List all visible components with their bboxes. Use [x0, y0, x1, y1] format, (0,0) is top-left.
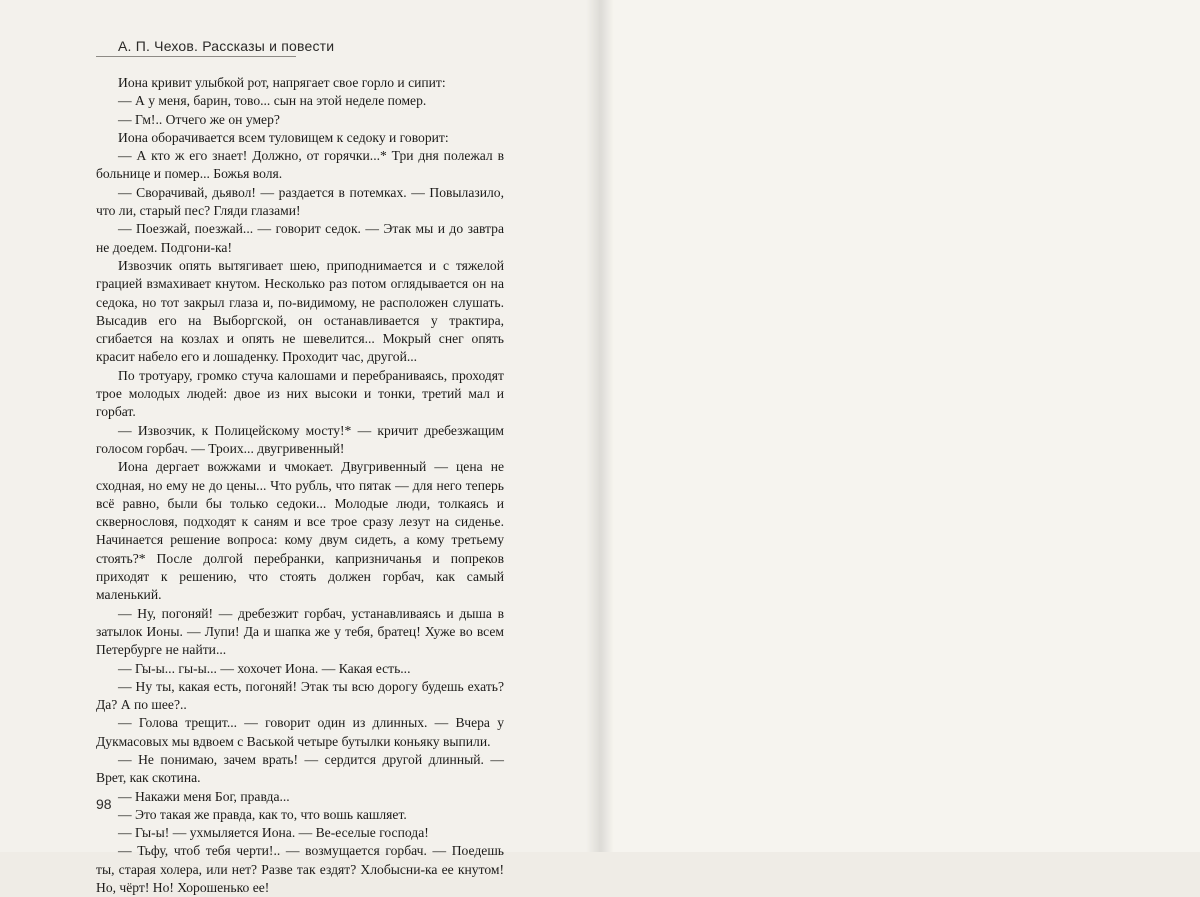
- paragraph: — Сворачивай, дьявол! — раздается в потемках. — Повылазило, что ли, старый пес? Гляди глазами!: [96, 184, 504, 219]
- paragraph: — Голова трещит... — говорит один из длинных. — Вчера у Дукмасовых мы вдвоем с Васькой четыре бутылки коньяку выпили.: [96, 715, 504, 749]
- running-head-rule: [96, 56, 296, 57]
- paragraph: — Поезжай, поезжай... — говорит седок. — Этак мы и до завтра не доедем. Подгони-ка!: [96, 221, 504, 255]
- left-text-block: [96, 74, 504, 897]
- paragraph: — А у меня, барин, тово... сын на этой неделе помер.: [118, 93, 427, 109]
- paragraph: — Накажи меня Бог, правда...: [118, 788, 290, 804]
- paragraph: — Гы-ы... гы-ы... — хохочет Иона. — Какая есть...: [118, 660, 411, 676]
- paragraph: — А кто ж его знает! Должно, от горячки...* Три дня полежал в больнице и помер... Божья воля.: [96, 148, 504, 182]
- paragraph: Иона дергает вожжами и чмокает. Двугривенный — цена не сходная, но ему не до цены... Что рубль, что пятак — для него теперь всё равно, были бы только седоки... Молодые люди, толкаясь и сквернословя, подходят к саням и все трое сразу лезут на сиденье. Начинается решение вопроса: кому двум сидеть, а кому третьему стоять?* После долгой перебранки, капризничанья и попреков приходят к решению, что стоять должен горбач, как самый маленький.: [96, 459, 504, 603]
- paragraph: — Гм!.. Отчего же он умер?: [118, 111, 280, 127]
- paragraph: Иона оборачивается всем туловищем к седоку и говорит:: [118, 129, 449, 145]
- paragraph: Иона кривит улыбкой рот, напрягает свое горло и сипит:: [118, 75, 446, 90]
- paragraph: — Не понимаю, зачем врать! — сердится другой длинный. — Врет, как скотина.: [96, 751, 504, 786]
- paragraph: — Извозчик, к Полицейскому мосту!* — кричит дребезжащим голосом горбач. — Троих... двугривенный!: [96, 422, 504, 456]
- paragraph: — Тьфу, чтоб тебя черти!.. — возмущается горбач. — Поедешь ты, старая холера, или нет? Разве так ездят? Хлобысни-ка ее кнутом! Но, чёрт! Но! Хорошенько ее!: [96, 843, 504, 896]
- paragraph: Извозчик опять вытягивает шею, приподнимается и с тяжелой грацией взмахивает кнутом. Несколько раз потом оглядывается он на седока, но тот закрыл глаза и, по-видимому, не расположен слушать. Высадив его на Выборгской, он останавливается у трактира, сгибается на козлах и опять не шевелится... Мокрый снег опять красит набело его и лошаденку. Проходит час, другой...: [96, 257, 504, 365]
- left-page: [0, 0, 600, 896]
- page-number-left: 98: [96, 796, 112, 812]
- book-gutter: [586, 0, 614, 852]
- running-head-author-title: А. П. Чехов. Рассказы и повести: [118, 38, 335, 54]
- paragraph: — Это такая же правда, как то, что вошь кашляет.: [118, 806, 407, 822]
- right-page: [600, 0, 1200, 852]
- paragraph: — Гы-ы! — ухмыляется Иона. — Ве-еселые господа!: [118, 825, 429, 841]
- paragraph: По тротуару, громко стуча калошами и перебраниваясь, проходят трое молодых людей: двое из них высоки и тонки, третий мал и горбат.: [96, 367, 504, 420]
- paragraph: — Ну ты, какая есть, погоняй! Этак ты всю дорогу будешь ехать? Да? А по шее?..: [96, 678, 504, 713]
- paragraph: — Ну, погоняй! — дребезжит горбач, устанавливаясь и дыша в затылок Ионы. — Лупи! Да и шапка же у тебя, братец! Хуже во всем Петербурге не найти...: [96, 605, 504, 658]
